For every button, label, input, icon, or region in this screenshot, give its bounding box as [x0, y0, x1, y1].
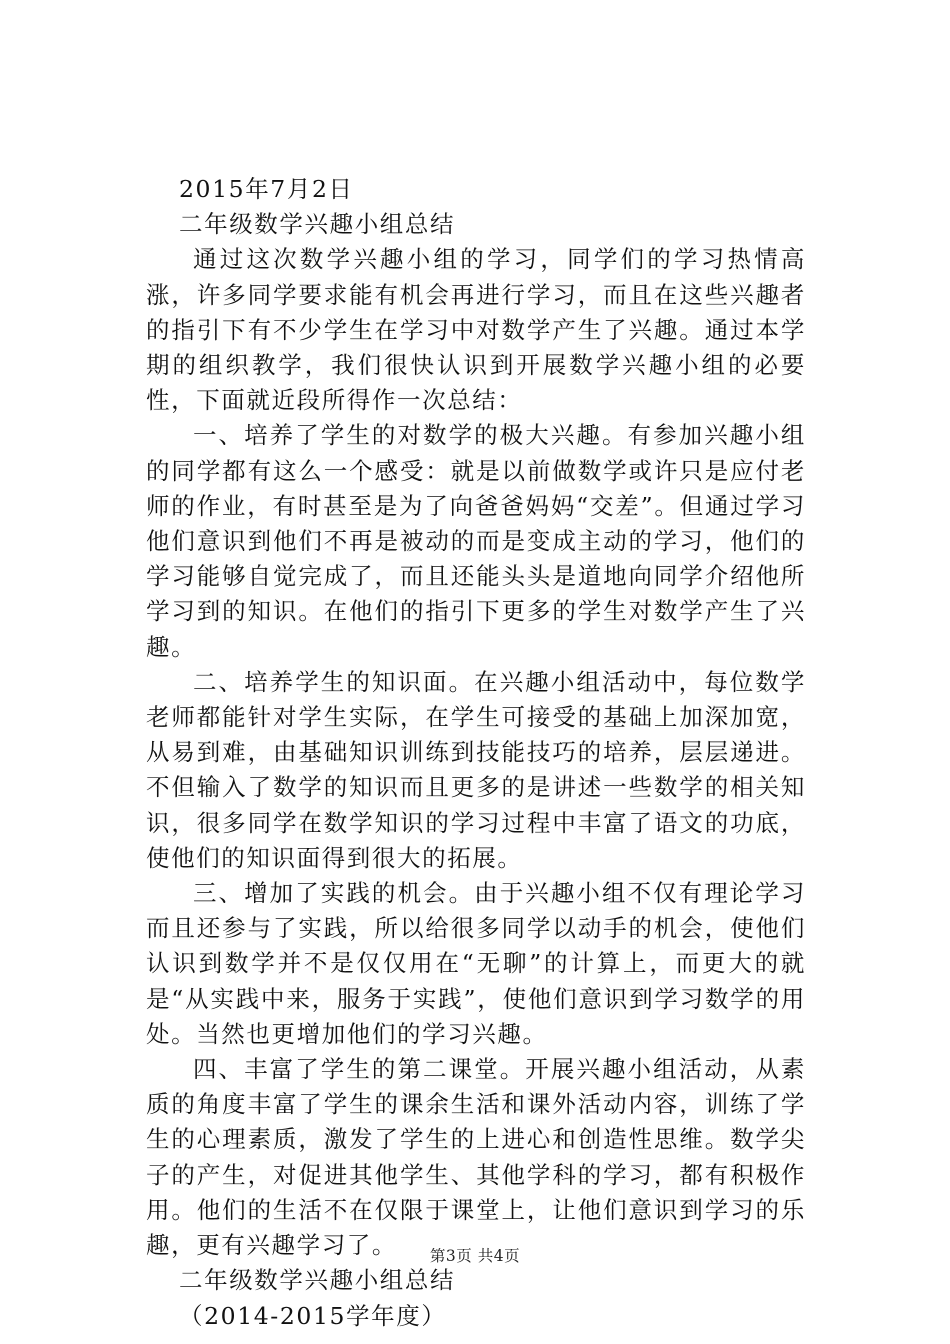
page-footer: 第3页 共4页	[429, 1247, 521, 1265]
next-document-title: 二年级数学兴趣小组总结	[179, 1266, 456, 1295]
paragraph-point-3: 三、增加了实践的机会。由于兴趣小组不仅有理论学习而且还参与了实践，所以给很多同学以动手的机会，使他们认识到数学并不是仅仅用在“无聊”的计算上，而更大的就是“从实践中来，服务于实践”，使他们意识到学习数学的用处。当然也更增加他们的学习兴趣。	[146, 879, 806, 1048]
document-body	[146, 172, 806, 1334]
paragraph-point-2: 二、培养学生的知识面。在兴趣小组活动中，每位数学老师都能针对学生实际，在学生可接受的基础上加深加宽，从易到难，由基础知识训练到技能技巧的培养，层层递进。不但输入了数学的知识而且更多的是讲述一些数学的相关知识，很多同学在数学知识的学习过程中丰富了语文的功底，使他们的知识面得到很大的拓展。	[146, 667, 806, 872]
paragraph-point-1: 一、培养了学生的对数学的极大兴趣。有参加兴趣小组的同学都有这么一个感受：就是以前做数学或许只是应付老师的作业，有时甚至是为了向爸爸妈妈“交差”。但通过学习他们意识到他们不再是被动的而是变成主动的学习，他们的学习能够自觉完成了，而且还能头头是道地向同学介绍他所学习到的知识。在他们的指引下更多的学生对数学产生了兴趣。	[146, 421, 806, 661]
document-title: 二年级数学兴趣小组总结	[179, 210, 456, 239]
paragraph-point-4: 四、丰富了学生的第二课堂。开展兴趣小组活动，从素质的角度丰富了学生的课余生活和课外活动内容，训练了学生的心理素质，激发了学生的上进心和创造性思维。数学尖子的产生，对促进其他学生、其他学科的学习，都有积极作用。他们的生活不在仅限于课堂上，让他们意识到学习的乐趣，更有兴趣学习了。	[146, 1055, 806, 1260]
document-date: 2015年7月2日	[179, 175, 354, 203]
paragraph-intro: 通过这次数学兴趣小组的学习，同学们的学习热情高涨，许多同学要求能有机会再进行学习，而且在这些兴趣者的指引下有不少学生在学习中对数学产生了兴趣。通过本学期的组织教学，我们很快认识到开展数学兴趣小组的必要性，下面就近段所得作一次总结：	[146, 245, 806, 415]
next-document-subtitle: （2014-2015学年度）	[179, 1301, 447, 1330]
